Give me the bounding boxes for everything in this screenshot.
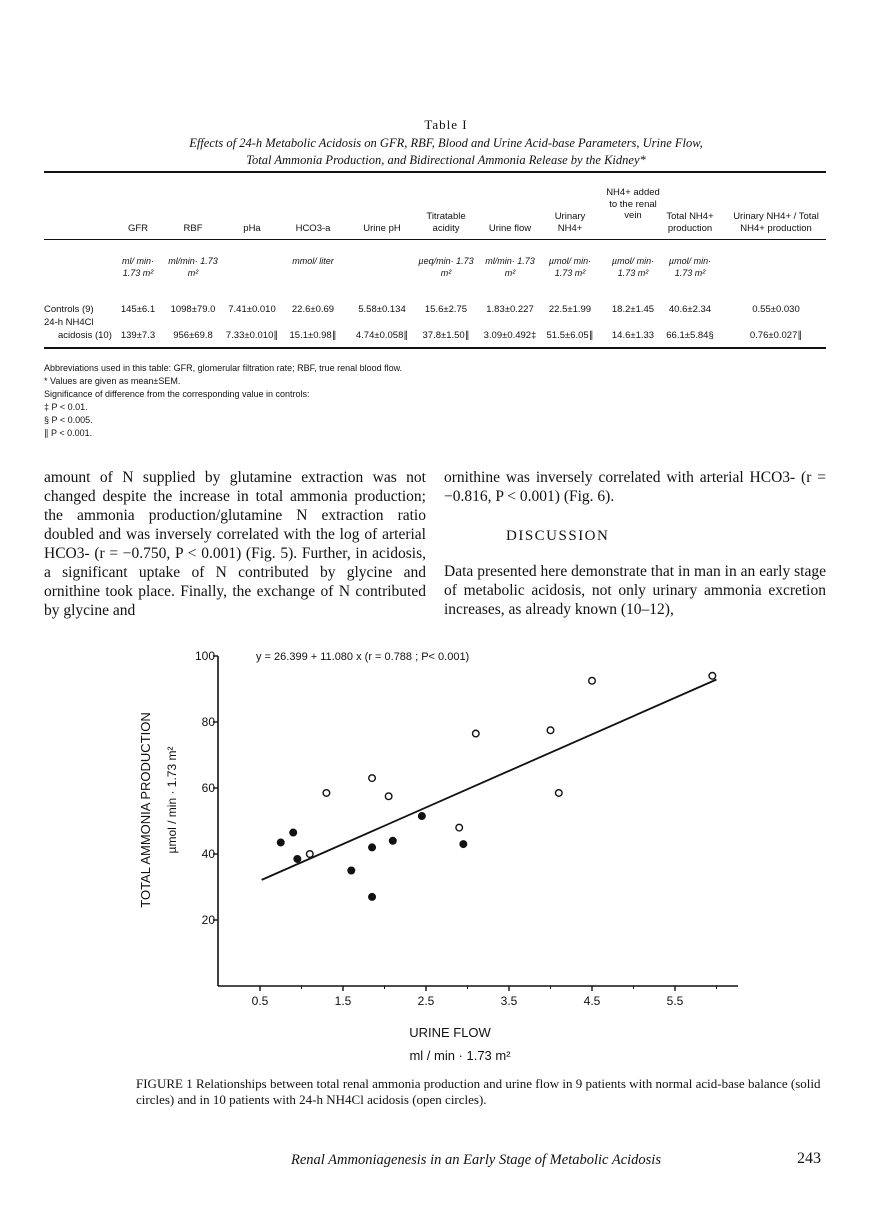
table-unit-cell: mmol/ liter xyxy=(292,256,334,266)
table-column-header: Total NH4+ production xyxy=(666,211,714,234)
table-cell: 22.5±1.99 xyxy=(548,304,592,315)
chart-axes xyxy=(218,656,738,986)
point-acidosis xyxy=(323,790,330,797)
table-bottom-rule xyxy=(44,347,826,349)
table-row-label: Controls (9) xyxy=(44,304,94,315)
point-normal xyxy=(369,894,376,901)
x-tick-label: 3.5 xyxy=(500,994,518,1008)
table-cell: 18.2±1.45 xyxy=(611,304,655,315)
table-unit-cell: ml/min· 1.73 m² xyxy=(485,256,535,278)
table-cell: 37.8±1.50∥ xyxy=(422,330,470,341)
point-acidosis xyxy=(547,727,554,734)
table-cell: 5.58±0.134 xyxy=(358,304,406,315)
point-normal xyxy=(277,839,284,846)
y-axis-unit: µmol / min · 1.73 m² xyxy=(165,746,179,854)
x-axis-label: URINE FLOW xyxy=(409,1025,491,1040)
point-normal xyxy=(390,838,397,845)
body-right-column-top xyxy=(444,468,826,506)
table-top-rule xyxy=(44,171,826,173)
table-footnote: * Values are given as mean±SEM. xyxy=(44,376,181,386)
x-tick-label: 1.5 xyxy=(334,994,352,1008)
table-cell: 15.1±0.98∥ xyxy=(289,330,337,341)
table-cell: 7.41±0.010 xyxy=(228,304,276,315)
table-label: Table I xyxy=(424,117,468,132)
regression-equation: y = 26.399 + 11.080 x (r = 0.788 ; P< 0.001) xyxy=(256,651,470,663)
point-acidosis xyxy=(556,790,563,797)
table-cell: 51.5±6.05∥ xyxy=(546,330,594,341)
point-normal xyxy=(369,844,376,851)
table-cell: 40.6±2.34 xyxy=(668,304,712,315)
table-cell: 15.6±2.75 xyxy=(424,304,468,315)
table-unit-cell: ml/min· 1.73 m² xyxy=(168,256,218,278)
table-title-line-2: Total Ammonia Production, and Bidirectional Ammonia Release by the Kidney* xyxy=(246,153,646,167)
body-paragraph: Data presented here demonstrate that in man in an early stage of metabolic acidosis, not only urinary ammonia excretion increases, as already known (10–12), xyxy=(444,563,826,618)
point-acidosis xyxy=(385,793,392,800)
table-column-header: Titratable acidity xyxy=(426,211,466,234)
table-column-header: NH4+ added to the renal vein xyxy=(606,187,660,221)
body-left-column xyxy=(44,468,426,620)
table-footnote: ‡ P < 0.01. xyxy=(44,402,88,412)
table-column-header: Urinary NH4+ xyxy=(554,211,586,234)
table-column-header: HCO3-a xyxy=(295,223,331,234)
table-cell: 145±6.1 xyxy=(120,304,156,315)
table-column-header: RBF xyxy=(183,223,203,234)
x-tick-label: 4.5 xyxy=(583,994,601,1008)
point-normal xyxy=(460,841,467,848)
x-tick-label: 2.5 xyxy=(417,994,435,1008)
y-tick-label: 100 xyxy=(194,649,215,663)
table-footnote: § P < 0.005. xyxy=(44,415,93,425)
point-acidosis xyxy=(473,730,480,737)
table-unit-cell: µmol/ min· 1.73 m² xyxy=(668,256,712,278)
point-normal xyxy=(294,856,301,863)
table-unit-cell: µmol/ min· 1.73 m² xyxy=(611,256,655,278)
table-title-line-1: Effects of 24-h Metabolic Acidosis on GFR, RBF, Blood and Urine Acid-base Parameters, Urine Flow, xyxy=(189,136,703,150)
body-paragraph: ornithine was inversely correlated with arterial HCO3- (r = −0.816, P < 0.001) (Fig. 6). xyxy=(444,469,826,505)
table-column-header: Urine pH xyxy=(363,223,401,234)
table-cell: 4.74±0.058∥ xyxy=(355,330,409,341)
y-tick-label: 60 xyxy=(201,781,215,795)
table-cell: 1.83±0.227 xyxy=(486,304,534,315)
table-header-rule xyxy=(44,239,826,240)
body-right-column-discussion xyxy=(444,562,826,619)
regression-line xyxy=(262,679,717,879)
running-title: Renal Ammoniagenesis in an Early Stage of Metabolic Acidosis xyxy=(291,1152,661,1168)
section-heading: DISCUSSION xyxy=(506,528,610,544)
table-unit-cell: µmol/ min· 1.73 m² xyxy=(548,256,592,278)
body-paragraph: amount of N supplied by glutamine extraction was not changed despite the increase in total ammonia production; the ammonia production/glutamine N extraction ratio doubled and was inversely correlated with the log of arterial HCO3- (r = −0.750, P < 0.001) (Fig. 5). Further, in acidosis, a significant uptake of N contributed by glycine and ornithine took place. Finally, the exchange of N contributed by glycine and xyxy=(44,469,426,619)
table-cell: 956±69.8 xyxy=(173,330,213,341)
table-unit-cell: µeq/min· 1.73 m² xyxy=(418,256,474,278)
point-normal xyxy=(348,867,355,874)
table-cell: 3.09±0.492‡ xyxy=(483,330,537,341)
point-acidosis xyxy=(369,775,376,782)
point-acidosis xyxy=(456,824,463,831)
y-tick-label: 40 xyxy=(201,847,215,861)
y-tick-label: 80 xyxy=(201,715,215,729)
page-number: 243 xyxy=(797,1150,821,1167)
table-footnote: Significance of difference from the corresponding value in controls: xyxy=(44,389,310,399)
table-cell: 0.55±0.030 xyxy=(752,304,800,315)
table-footnote: Abbreviations used in this table: GFR, glomerular filtration rate; RBF, true renal blood flow. xyxy=(44,363,403,373)
table-cell: 66.1±5.84§ xyxy=(666,330,714,341)
table-cell: 0.76±0.027∥ xyxy=(749,330,803,341)
point-normal xyxy=(419,813,426,820)
x-axis-unit: ml / min · 1.73 m² xyxy=(409,1048,511,1063)
x-tick-label: 0.5 xyxy=(251,994,269,1008)
x-tick-label: 5.5 xyxy=(666,994,684,1008)
table-cell: 1098±79.0 xyxy=(170,304,216,315)
figure-caption: FIGURE 1 Relationships between total renal ammonia production and urine flow in 9 patients with normal acid-base balance (solid circles) and in 10 patients with 24-h NH4Cl acidosis (open circles). xyxy=(136,1076,821,1107)
table-column-header: Urinary NH4+ / Total NH4+ production xyxy=(733,211,819,234)
y-axis-label: TOTAL AMMONIA PRODUCTION xyxy=(138,712,153,908)
table-unit-cell: ml/ min· 1.73 m² xyxy=(122,256,154,278)
table-cell: 22.6±0.69 xyxy=(291,304,335,315)
table-cell: 139±7.3 xyxy=(120,330,156,341)
table-column-header: Urine flow xyxy=(488,223,532,234)
point-acidosis xyxy=(709,673,716,680)
point-acidosis xyxy=(589,677,596,684)
chart-marks xyxy=(262,673,717,901)
table-footnote: ∥ P < 0.001. xyxy=(44,428,93,438)
point-normal xyxy=(290,829,297,836)
y-tick-label: 20 xyxy=(201,913,215,927)
table-row-label: acidosis (10) xyxy=(58,330,112,341)
table-column-header: pHa xyxy=(243,223,261,234)
table-cell: 14.6±1.33 xyxy=(611,330,655,341)
table-cell: 7.33±0.010∥ xyxy=(225,330,279,341)
table-row-label: 24-h NH4Cl xyxy=(44,317,94,328)
scatter-chart xyxy=(0,640,892,1070)
point-acidosis xyxy=(307,851,314,858)
table-column-header: GFR xyxy=(127,223,149,234)
